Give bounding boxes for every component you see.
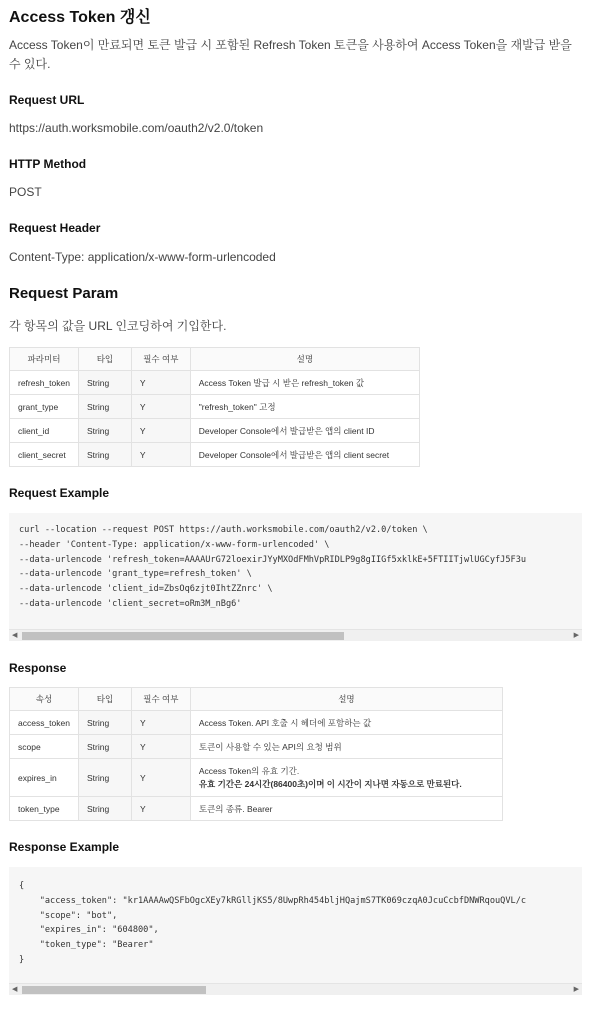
response-heading: Response <box>9 661 67 675</box>
request-param-description: 각 항목의 값을 URL 인코딩하여 기입한다. <box>9 319 227 333</box>
table-cell: grant_type <box>10 395 79 419</box>
table-cell: Developer Console에서 발급받은 앱의 client ID <box>190 419 419 443</box>
table-cell: String <box>78 371 131 395</box>
column-header: 설명 <box>190 688 502 711</box>
table-cell: String <box>78 711 131 735</box>
column-header: 속성 <box>10 688 79 711</box>
table-cell: Developer Console에서 발급받은 앱의 client secret <box>190 443 419 467</box>
horizontal-scrollbar[interactable] <box>9 629 582 641</box>
cell-text: Access Token의 유효 기간. <box>198 765 300 776</box>
scrollbar-thumb[interactable] <box>22 986 206 994</box>
http-method-heading: HTTP Method <box>9 157 87 171</box>
scrollbar-thumb[interactable] <box>22 632 344 640</box>
table-cell: String <box>78 395 131 419</box>
triangle-left-icon[interactable]: ◀ <box>12 986 18 993</box>
column-header: 타입 <box>78 348 131 371</box>
table-cell: access_token <box>10 711 79 735</box>
code-text: { "access_token": "kr1AAAAwQSFbOgcXEy7kRGlljKS5/8UwpRh454bljHQajmS7TK069czqA0JcuCcbfDNWRqouQVL/c "scope": "bot", "expires_in": "604800", "token_type": "Bearer" } <box>19 881 527 965</box>
request-header-value: Content-Type: application/x-www-form-urlencoded <box>9 250 276 264</box>
table-row <box>10 797 503 821</box>
table-row <box>10 443 420 467</box>
table-row <box>10 395 420 419</box>
http-method-value: POST <box>9 185 42 199</box>
column-header: 파라미터 <box>10 348 79 371</box>
request-example-heading: Request Example <box>9 486 110 500</box>
table-row <box>10 419 420 443</box>
table-cell: client_secret <box>10 443 79 467</box>
table-cell: Y <box>131 735 190 759</box>
response-table <box>9 687 503 821</box>
request-param-table <box>9 347 420 467</box>
table-cell: Y <box>131 395 190 419</box>
table-cell: client_id <box>10 419 79 443</box>
table-cell <box>190 759 502 797</box>
table-cell: String <box>78 443 131 467</box>
table-cell: Y <box>131 797 190 821</box>
table-cell: String <box>78 419 131 443</box>
column-header: 설명 <box>190 348 419 371</box>
response-example-heading: Response Example <box>9 840 120 854</box>
horizontal-scrollbar[interactable] <box>9 983 582 995</box>
intro-paragraph: Access Token이 만료되면 토큰 발급 시 포함된 Refresh Token 토큰을 사용하여 Access Token을 재발급 받을 수 있다. <box>9 38 572 71</box>
table-header-row <box>10 688 503 711</box>
page-title: Access Token 갱신 <box>9 9 151 26</box>
table-cell: Access Token 발급 시 받은 refresh_token 값 <box>190 371 419 395</box>
table-row <box>10 371 420 395</box>
table-cell: String <box>78 735 131 759</box>
table-cell: 토큰의 종류. Bearer <box>190 797 502 821</box>
request-param-heading: Request Param <box>9 285 119 302</box>
table-header-row <box>10 348 420 371</box>
table-cell: Y <box>131 371 190 395</box>
table-cell: String <box>78 759 131 797</box>
triangle-left-icon[interactable]: ◀ <box>12 632 18 639</box>
triangle-right-icon[interactable]: ▶ <box>573 986 579 993</box>
cell-emphasis-text: 유효 기간은 24시간(86400초)이며 이 시간이 지나면 자동으로 만료된다. <box>198 778 462 789</box>
column-header: 필수 여부 <box>131 688 190 711</box>
table-row <box>10 711 503 735</box>
table-cell: 토큰이 사용할 수 있는 API의 요청 범위 <box>190 735 502 759</box>
code-text: curl --location --request POST https://auth.worksmobile.com/oauth2/v2.0/token \ --header 'Content-Type: application/x-www-form-urlencoded' \ --data-urlencode 'refresh_token=AAAAUrG72loexirJYyMXOdFMhVpRIDLP9g8gIIGf5xklkE+5FTIITjwlUGCyfJ5F3u --data-urlencode 'grant_type=refresh_token' \ --data-urlencode 'client_id=ZbsOq6zjt0IhtZZnrc' \ --data-urlencode 'client_secret=oRm3M_nBg6' <box>19 525 527 609</box>
request-example-code-block[interactable] <box>9 513 582 641</box>
table-cell: Access Token. API 호출 시 헤더에 포함하는 값 <box>190 711 502 735</box>
table-cell: Y <box>131 443 190 467</box>
table-cell: Y <box>131 711 190 735</box>
table-cell: "refresh_token" 고정 <box>190 395 419 419</box>
triangle-right-icon[interactable]: ▶ <box>573 632 579 639</box>
request-url-value: https://auth.worksmobile.com/oauth2/v2.0/token <box>9 121 264 135</box>
table-row <box>10 735 503 759</box>
column-header: 타입 <box>78 688 131 711</box>
table-cell: String <box>78 797 131 821</box>
table-cell: refresh_token <box>10 371 79 395</box>
table-cell: token_type <box>10 797 79 821</box>
request-url-heading: Request URL <box>9 93 85 107</box>
table-row <box>10 759 503 797</box>
response-example-code-block[interactable] <box>9 867 582 995</box>
column-header: 필수 여부 <box>131 348 190 371</box>
table-cell: expires_in <box>10 759 79 797</box>
table-cell: Y <box>131 419 190 443</box>
table-cell: Y <box>131 759 190 797</box>
request-header-heading: Request Header <box>9 221 101 235</box>
table-cell: scope <box>10 735 79 759</box>
